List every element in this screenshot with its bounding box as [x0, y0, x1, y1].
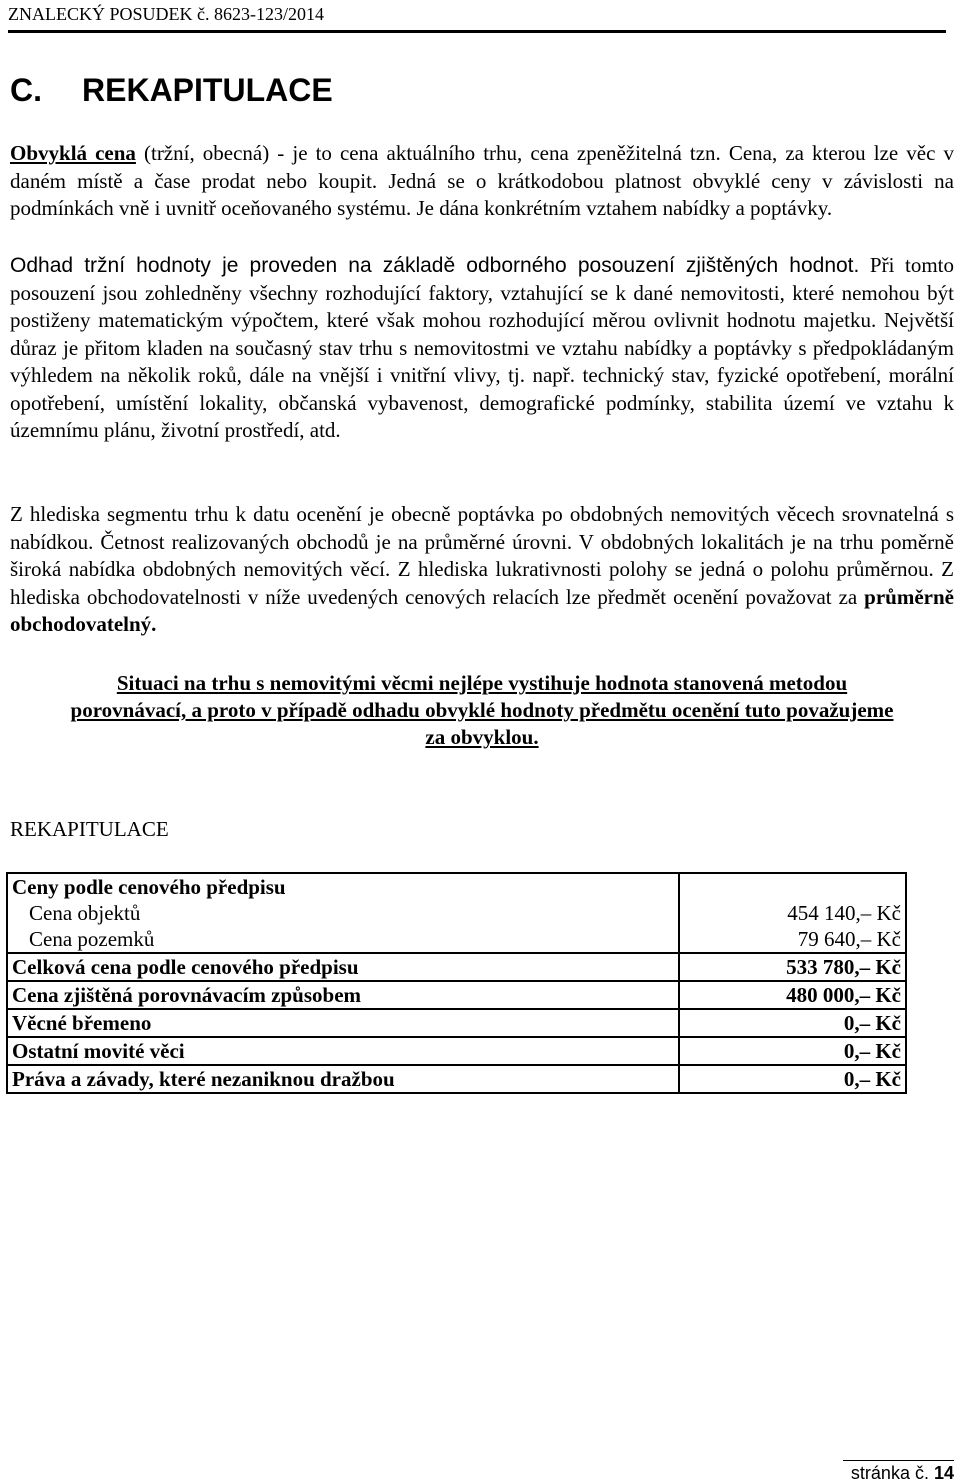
group-title: Ceny podle cenového předpisu — [7, 873, 679, 900]
segment-conclusion: průměrně obchodovatelný. — [10, 584, 954, 636]
paragraph-market-segment — [10, 501, 954, 639]
table-row — [7, 926, 906, 953]
row-value: 0,– Kč — [679, 1009, 906, 1037]
table-row — [7, 981, 906, 1009]
recap-table — [6, 872, 907, 1094]
segment-text: Z hlediska segmentu trhu k datu ocenění je obecně poptávka po obdobných nemovitých věcech srovnatelná s nabídkou. Četnost realizovaných obchodů je na průměrné úrovni. V obdobných lokalitách je na trhu poměrně široká nabídka obdobných nemovitých věcí. Z hlediska lukrativnosti polohy se jedná o polohu průměrnou. Z hlediska obchodovatelnosti v níže uvedených cenových relacích lze předmět ocenění považovat za — [10, 502, 954, 609]
estimation-text: Při tomto posouzení jsou zohledněny všechny rozhodující faktory, vztahující se k dané nemovitosti, které nemohou být postiženy matematickým výpočtem, které však mohou rozhodující měrou ovlivnit hodnotu majetku. — [10, 253, 954, 332]
estimation-text-2: Největší důraz je přitom kladen na současný stav trhu s nemovitostmi ve vztahu nabídky a poptávky s předpokládaným výhledem na několik roků, dále na vnější i vnitřní vlivy, tj. např. technický stav, fyzické opotřebení, morální opotřebení, umístění lokality, občanská vybavenost, demografické podmínky, stabilita území ve vztahu k územnímu plánu, životní prostředí, atd. — [10, 308, 955, 442]
row-value: 79 640,– Kč — [679, 926, 906, 953]
row-value: 480 000,– Kč — [679, 981, 906, 1009]
row-label: Práva a závady, které nezaniknou dražbou — [7, 1065, 679, 1093]
cell-empty — [679, 873, 906, 900]
document-header: ZNALECKÝ POSUDEK č. 8623-123/2014 — [8, 4, 324, 24]
header-divider — [8, 30, 946, 33]
chapter-number: C. — [10, 72, 42, 108]
callout-line: za obvyklou. — [425, 725, 539, 749]
row-label: Cena pozemků — [7, 926, 679, 953]
definition-text: (tržní, obecná) - je to cena aktuálního trhu, cena zpeněžitelná tzn. Cena, za kterou lze věc v daném místě a čase prodat nebo koupit. Jedná se o krátkodobou platnost obvyklé ceny v závislosti na podmínkách vně i uvnitř oceňovaného systému. Je dána konkrétním vztahem nabídky a poptávky. — [10, 141, 954, 220]
page-number — [851, 1463, 954, 1483]
footer-divider — [843, 1460, 954, 1461]
callout-line: porovnávací, a proto v případě odhadu obvyklé hodnoty předmětu ocenění tuto považujeme — [70, 698, 894, 722]
recap-heading: REKAPITULACE — [10, 817, 169, 841]
table-row — [7, 1009, 906, 1037]
term-obvykla-cena: Obvyklá cena — [10, 141, 136, 165]
chapter-title — [10, 70, 333, 110]
row-label: Ostatní movité věci — [7, 1037, 679, 1065]
market-conclusion — [10, 670, 954, 751]
callout-line: Situaci na trhu s nemovitými věcmi nejlépe vystihuje hodnota stanovená metodou — [116, 671, 848, 695]
paragraph-estimation-method — [10, 252, 954, 445]
paragraph-market-value-definition — [10, 140, 954, 223]
row-value: 533 780,– Kč — [679, 953, 906, 981]
row-label: Celková cena podle cenového předpisu — [7, 953, 679, 981]
table-row — [7, 1037, 906, 1065]
row-value: 0,– Kč — [679, 1037, 906, 1065]
page-value: 14 — [933, 1463, 954, 1483]
row-value: 454 140,– Kč — [679, 900, 906, 926]
page-label: stránka č. — [850, 1463, 929, 1483]
row-label: Cena zjištěná porovnávacím způsobem — [7, 981, 679, 1009]
row-label: Věcné břemeno — [7, 1009, 679, 1037]
table-row — [7, 953, 906, 981]
table-row — [7, 900, 906, 926]
table-row — [7, 873, 906, 900]
table-row — [7, 1065, 906, 1093]
row-value: 0,– Kč — [679, 1065, 906, 1093]
chapter-name: REKAPITULACE — [82, 72, 333, 108]
row-label: Cena objektů — [7, 900, 679, 926]
estimation-lead: Odhad tržní hodnoty je proveden na základě odborného posouzení zjištěných hodnot. — [10, 254, 860, 277]
